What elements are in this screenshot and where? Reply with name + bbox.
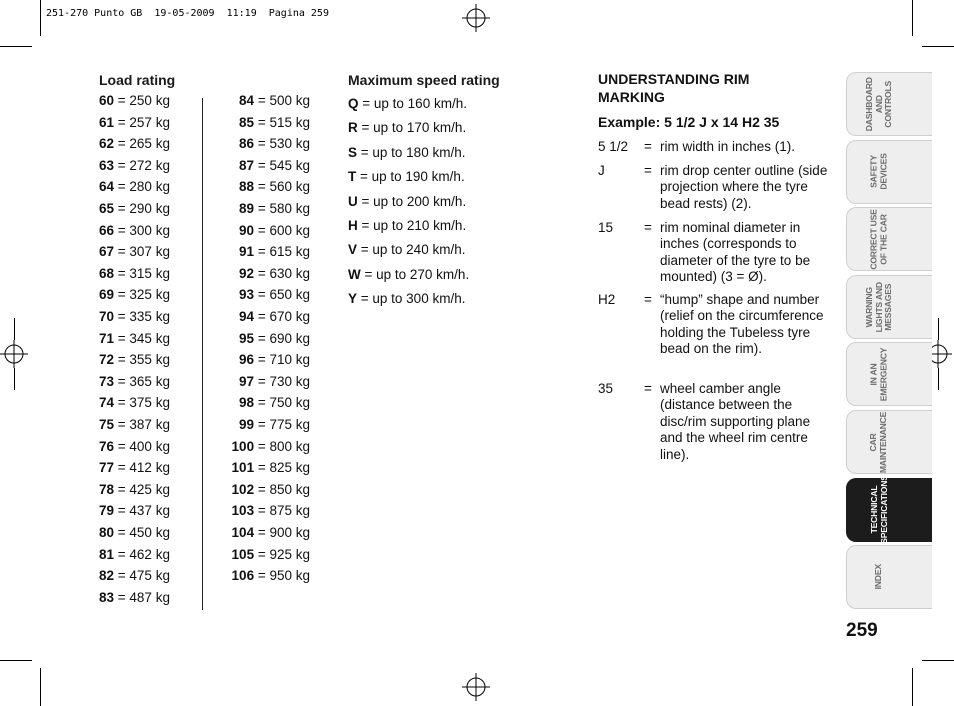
load-value: = 900 kg — [254, 525, 310, 540]
rim-equals: = — [644, 381, 652, 396]
rim-equals: = — [644, 139, 652, 154]
load-value: = 280 kg — [114, 179, 170, 195]
load-value: = 387 kg — [114, 417, 170, 432]
load-index: 87 — [239, 157, 255, 173]
load-rating-row — [99, 179, 170, 194]
load-value: = 630 kg — [254, 265, 310, 281]
speed-symbol: U — [348, 193, 358, 209]
load-value: = 335 kg — [114, 309, 170, 324]
load-value: = 487 kg — [114, 589, 170, 605]
load-index: 100 — [231, 438, 255, 454]
speed-rating-row — [348, 218, 466, 233]
speed-rating-row — [348, 242, 465, 257]
load-index: 65 — [99, 201, 115, 216]
chapter-tab-text: SAFETY DEVICES — [868, 153, 888, 190]
load-rating-row — [220, 93, 310, 108]
load-index: 104 — [231, 525, 255, 540]
load-index: 99 — [239, 417, 255, 432]
load-value: = 257 kg — [114, 114, 170, 130]
load-value: = 315 kg — [114, 265, 170, 281]
load-value: = 560 kg — [254, 179, 310, 195]
load-index: 60 — [99, 93, 115, 108]
load-index: 88 — [239, 179, 255, 195]
load-rating-row — [220, 439, 310, 454]
crop-mark — [912, 668, 913, 706]
load-index: 67 — [99, 244, 115, 260]
load-rating-row — [99, 439, 170, 454]
crop-mark — [14, 318, 15, 340]
registration-mark-icon — [0, 340, 28, 368]
load-value: = 530 kg — [254, 136, 310, 152]
load-rating-row — [220, 460, 310, 475]
load-index: 66 — [99, 222, 115, 238]
load-value: = 690 kg — [254, 330, 310, 346]
load-rating-title: Load rating — [99, 72, 176, 88]
speed-rating-row — [348, 96, 467, 111]
speed-rating-row — [348, 291, 465, 306]
page-number: 259 — [846, 620, 878, 641]
load-rating-row — [220, 547, 310, 562]
load-rating-row — [99, 417, 170, 432]
speed-rating-row — [348, 194, 466, 209]
load-index: 69 — [99, 287, 115, 303]
chapter-tab-in-an-emergency[interactable] — [846, 342, 932, 406]
rim-definition: wheel camber angle (distance between the disc/rim supporting plane and the wheel rim centre line). — [660, 381, 811, 462]
speed-symbol: T — [348, 169, 357, 185]
load-rating-row — [99, 547, 170, 562]
load-rating-row — [99, 244, 170, 259]
load-value: = 875 kg — [254, 503, 310, 519]
print-header: 251-270 Punto GB 19-05-2009 11:19 Pagina 259 — [46, 8, 329, 19]
load-index: 93 — [239, 287, 255, 303]
load-index: 77 — [99, 460, 115, 476]
rim-definition: rim nominal diameter in inches (corresponds to diameter of the tyre to be mounted) (3 = Ø). — [660, 220, 811, 285]
load-rating-row — [220, 287, 310, 302]
chapter-tab-warning-lights-and-messages[interactable] — [846, 275, 932, 339]
load-rating-row — [99, 503, 170, 518]
registration-mark-icon — [462, 673, 490, 701]
load-rating-row — [99, 568, 170, 583]
load-value: = 272 kg — [114, 157, 170, 173]
speed-rating-row — [348, 169, 465, 184]
load-rating-row — [220, 525, 310, 540]
load-index: 94 — [239, 309, 255, 324]
load-index: 62 — [99, 136, 115, 152]
speed-value: = up to 300 km/h. — [357, 291, 466, 307]
chapter-tab-correct-use-of-the-car[interactable] — [846, 207, 932, 271]
load-index: 81 — [99, 546, 115, 562]
load-rating-row — [99, 525, 170, 540]
speed-symbol: R — [348, 120, 358, 136]
load-value: = 250 kg — [114, 93, 170, 108]
load-index: 89 — [239, 201, 255, 216]
chapter-tab-text: WARNING LIGHTS AND MESSAGES — [863, 281, 893, 332]
speed-value: = up to 270 km/h. — [360, 266, 470, 282]
load-index: 61 — [99, 114, 115, 130]
load-rating-row — [99, 352, 170, 367]
speed-rating-row — [348, 120, 466, 135]
chapter-tab-label — [855, 276, 903, 338]
load-value: = 825 kg — [254, 460, 310, 476]
load-rating-row — [220, 503, 310, 518]
load-rating-row — [220, 201, 310, 216]
load-rating-row — [220, 266, 310, 281]
load-index: 68 — [99, 265, 115, 281]
speed-value: = up to 210 km/h. — [357, 218, 467, 233]
load-rating-row — [220, 374, 310, 389]
chapter-tab-index[interactable] — [846, 545, 932, 609]
crop-mark — [14, 368, 15, 390]
crop-mark — [0, 660, 32, 661]
crop-mark — [922, 46, 954, 47]
load-index: 95 — [239, 330, 255, 346]
chapter-tab-label — [855, 475, 903, 544]
column-divider — [202, 98, 203, 610]
chapter-tab-text: INDEX — [873, 564, 884, 590]
load-rating-row — [99, 115, 170, 130]
load-index: 106 — [231, 568, 255, 584]
speed-symbol: V — [348, 242, 358, 258]
load-value: = 300 kg — [114, 222, 170, 238]
rim-code: H2 — [598, 292, 616, 307]
load-index: 64 — [99, 179, 115, 195]
speed-value: = up to 240 km/h. — [357, 242, 466, 258]
chapter-tab-label — [855, 343, 903, 405]
load-value: = 325 kg — [114, 287, 170, 303]
load-index: 105 — [231, 546, 255, 562]
speed-symbol: S — [348, 144, 358, 160]
load-rating-row — [220, 179, 310, 194]
load-index: 74 — [99, 395, 115, 411]
load-value: = 545 kg — [254, 157, 310, 173]
load-index: 85 — [239, 114, 255, 130]
load-index: 80 — [99, 525, 115, 540]
load-value: = 345 kg — [114, 330, 170, 346]
rim-definition: rim width in inches (1). — [660, 139, 796, 154]
load-index: 86 — [239, 136, 255, 152]
load-index: 72 — [99, 352, 115, 368]
load-value: = 462 kg — [114, 546, 170, 562]
load-rating-row — [99, 374, 170, 389]
load-rating-row — [99, 136, 170, 151]
load-index: 78 — [99, 481, 115, 497]
load-index: 83 — [99, 589, 115, 605]
load-rating-row — [220, 158, 310, 173]
load-index: 79 — [99, 503, 115, 519]
crop-mark — [922, 660, 954, 661]
load-index: 70 — [99, 309, 115, 324]
load-rating-row — [220, 568, 310, 583]
load-rating-row — [99, 395, 170, 410]
chapter-tab-label — [855, 546, 903, 608]
load-index: 103 — [231, 503, 255, 519]
rim-definition: “hump” shape and number (relief on the circumference holding the Tubeless tyre bead on the rim). — [660, 292, 824, 357]
load-rating-row — [220, 309, 310, 324]
load-value: = 670 kg — [254, 309, 310, 324]
rim-equals: = — [644, 292, 652, 307]
load-rating-row — [99, 223, 170, 238]
load-index: 96 — [239, 352, 255, 368]
load-rating-row — [99, 331, 170, 346]
load-rating-row — [99, 287, 170, 302]
speed-value: = up to 180 km/h. — [357, 144, 466, 160]
load-index: 98 — [239, 395, 255, 411]
load-index: 102 — [231, 481, 255, 497]
load-rating-row — [220, 352, 310, 367]
load-rating-row — [99, 201, 170, 216]
load-index: 75 — [99, 417, 115, 432]
load-value: = 750 kg — [254, 395, 310, 411]
load-value: = 475 kg — [114, 568, 170, 584]
speed-symbol: W — [348, 266, 361, 282]
rim-definition: rim drop center outline (side projection where the tyre bead rests) (2). — [660, 163, 828, 211]
load-value: = 950 kg — [254, 568, 310, 584]
load-rating-row — [220, 331, 310, 346]
load-value: = 450 kg — [114, 525, 170, 540]
load-rating-row — [220, 395, 310, 410]
load-index: 73 — [99, 373, 115, 389]
load-value: = 850 kg — [254, 481, 310, 497]
speed-value: = up to 190 km/h. — [356, 169, 465, 185]
crop-mark — [938, 318, 939, 340]
registration-mark-icon — [462, 4, 490, 32]
rim-code: 15 — [598, 220, 614, 235]
load-value: = 437 kg — [114, 503, 170, 519]
chapter-tab-text: CAR MAINTENANCE — [868, 411, 889, 473]
speed-rating-row — [348, 267, 469, 282]
speed-value: = up to 170 km/h. — [357, 120, 467, 136]
rim-equals: = — [644, 163, 652, 178]
speed-rating-row — [348, 145, 465, 160]
load-index: 63 — [99, 157, 115, 173]
chapter-tab-car-maintenance[interactable] — [846, 410, 932, 474]
crop-mark — [40, 668, 41, 706]
load-value: = 425 kg — [114, 481, 170, 497]
load-index: 91 — [239, 244, 255, 260]
load-value: = 412 kg — [114, 460, 170, 476]
speed-symbol: Q — [348, 96, 359, 111]
load-value: = 730 kg — [254, 373, 310, 389]
chapter-tab-dashboard-and-controls[interactable] — [846, 72, 932, 136]
load-value: = 290 kg — [114, 201, 170, 216]
speed-rating-title: Maximum speed rating — [348, 72, 500, 88]
load-rating-row — [220, 482, 310, 497]
load-rating-row — [99, 309, 170, 324]
load-value: = 600 kg — [254, 222, 310, 238]
speed-value: = up to 160 km/h. — [358, 96, 467, 111]
load-index: 76 — [99, 438, 115, 454]
chapter-tab-safety-devices[interactable] — [846, 140, 932, 204]
load-value: = 355 kg — [114, 352, 170, 368]
load-index: 84 — [239, 93, 255, 108]
load-rating-row — [220, 417, 310, 432]
load-value: = 650 kg — [254, 287, 310, 303]
load-rating-row — [220, 244, 310, 259]
load-index: 101 — [231, 460, 255, 476]
chapter-tab-label — [855, 208, 903, 270]
load-rating-row — [220, 136, 310, 151]
load-value: = 925 kg — [254, 546, 310, 562]
chapter-tab-label — [855, 141, 903, 203]
load-index: 97 — [239, 373, 255, 389]
load-rating-row — [99, 266, 170, 281]
load-rating-row — [99, 93, 170, 108]
speed-value: = up to 200 km/h. — [357, 193, 467, 209]
chapter-tab-text: CORRECT USE OF THE CAR — [868, 209, 889, 270]
load-value: = 800 kg — [254, 438, 310, 454]
load-index: 92 — [239, 265, 255, 281]
load-index: 82 — [99, 568, 115, 584]
chapter-tab-label — [855, 411, 903, 473]
load-value: = 580 kg — [254, 201, 310, 216]
chapter-tab-text: TECHNICAL SPECIFICATIONS — [868, 475, 889, 544]
speed-symbol: H — [348, 218, 358, 233]
crop-mark — [912, 0, 913, 36]
crop-mark — [0, 46, 32, 47]
load-value: = 400 kg — [114, 438, 170, 454]
rim-marking-title: UNDERSTANDING RIM MARKING — [598, 71, 750, 105]
chapter-tab-text: DASHBOARD AND CONTROLS — [863, 76, 893, 132]
rim-marking-example: Example: 5 1/2 J x 14 H2 35 — [598, 114, 780, 130]
load-rating-row — [220, 115, 310, 130]
load-value: = 265 kg — [114, 136, 170, 152]
rim-code: 35 — [598, 381, 614, 396]
load-rating-row — [220, 223, 310, 238]
load-value: = 375 kg — [114, 395, 170, 411]
rim-code: 5 1/2 — [598, 139, 629, 154]
speed-symbol: Y — [348, 291, 358, 307]
load-value: = 500 kg — [254, 93, 310, 108]
load-rating-row — [99, 482, 170, 497]
chapter-tab-label — [855, 73, 903, 135]
rim-equals: = — [644, 220, 652, 235]
load-value: = 307 kg — [114, 244, 170, 260]
crop-mark — [40, 0, 41, 36]
load-value: = 615 kg — [254, 244, 310, 260]
load-value: = 515 kg — [254, 114, 310, 130]
crop-mark — [938, 368, 939, 390]
load-rating-row — [99, 158, 170, 173]
load-rating-row — [99, 460, 170, 475]
load-rating-row — [99, 590, 170, 605]
load-value: = 775 kg — [254, 417, 310, 432]
chapter-tab-text: IN AN EMERGENCY — [868, 347, 888, 402]
load-value: = 365 kg — [114, 373, 170, 389]
rim-code: J — [598, 163, 605, 178]
chapter-tab-technical-specifications[interactable] — [846, 475, 932, 544]
load-value: = 710 kg — [254, 352, 310, 368]
load-index: 71 — [99, 330, 115, 346]
load-index: 90 — [239, 222, 255, 238]
